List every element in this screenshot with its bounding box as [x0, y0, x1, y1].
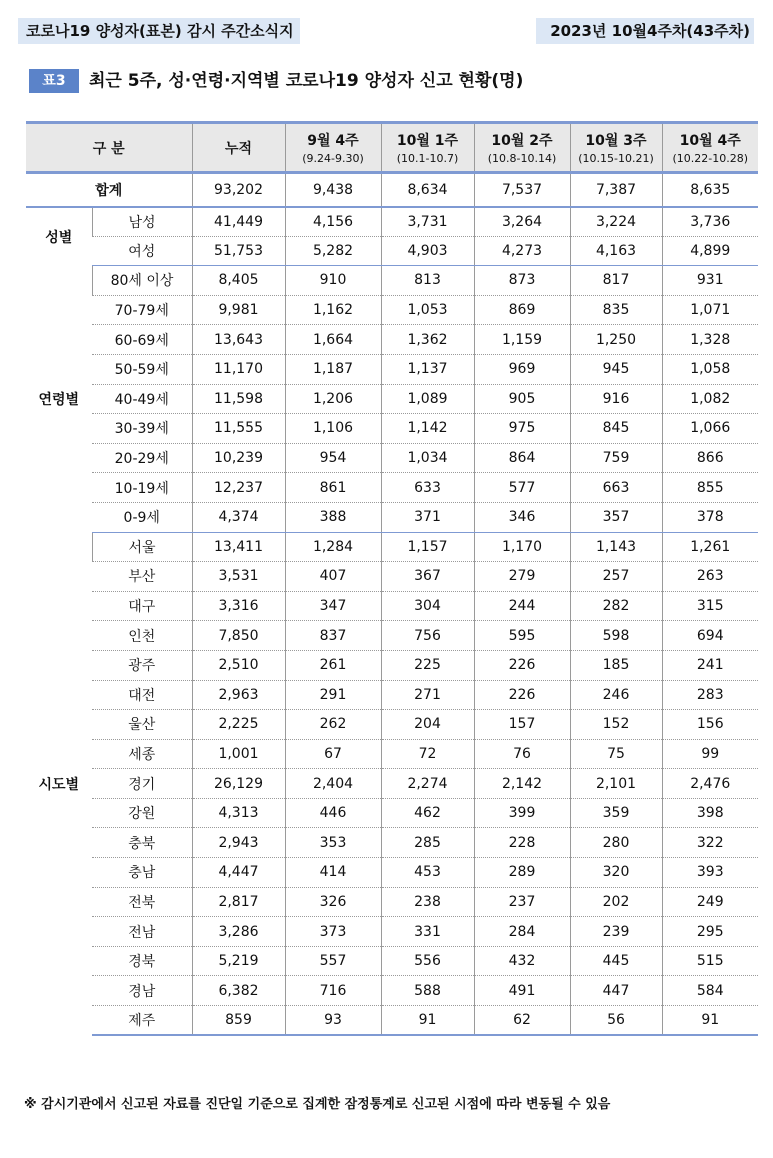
table-row: [26, 236, 758, 266]
week-header-range: (10.8-10.14): [487, 152, 557, 165]
table-row: [26, 295, 758, 325]
table-cell: 432: [474, 946, 570, 976]
table-cell: 11,555: [192, 414, 285, 444]
table-cell: 283: [662, 680, 758, 710]
table-cell: 13,411: [192, 532, 285, 562]
table-row: [26, 946, 758, 976]
table-cell: 813: [381, 266, 474, 296]
table-cell: 2,274: [381, 769, 474, 799]
table-cell: 969: [474, 354, 570, 384]
table-cell: 2,943: [192, 828, 285, 858]
table-cell: 241: [662, 650, 758, 680]
table-cell: 262: [285, 710, 381, 740]
total-value: 8,634: [381, 173, 474, 207]
table-cell: 1,143: [570, 532, 662, 562]
table-cell: 1,328: [662, 325, 758, 355]
table-cell: 56: [570, 1006, 662, 1036]
table-body: [26, 173, 758, 1036]
row-label: 70-79세: [92, 295, 192, 325]
row-label: 60-69세: [92, 325, 192, 355]
table-cell: 2,101: [570, 769, 662, 799]
table-row: [26, 621, 758, 651]
table-cell: 861: [285, 473, 381, 503]
table-cell: 271: [381, 680, 474, 710]
table-cell: 291: [285, 680, 381, 710]
total-value: 7,537: [474, 173, 570, 207]
table-cell: 1,034: [381, 443, 474, 473]
table-cell: 3,316: [192, 591, 285, 621]
table-cell: 837: [285, 621, 381, 651]
table-cell: 185: [570, 650, 662, 680]
table-row: [26, 384, 758, 414]
table-cell: 239: [570, 917, 662, 947]
row-label: 80세 이상: [92, 266, 192, 296]
table-cell: 4,313: [192, 798, 285, 828]
table-cell: 7,850: [192, 621, 285, 651]
table-cell: 51,753: [192, 236, 285, 266]
table-cell: 75: [570, 739, 662, 769]
table-cell: 1,261: [662, 532, 758, 562]
table-cell: 76: [474, 739, 570, 769]
group-label: 시도별: [38, 776, 80, 793]
table-cell: 2,404: [285, 769, 381, 799]
row-label: 경북: [92, 946, 192, 976]
table-cell: 945: [570, 354, 662, 384]
table-cell: 1,159: [474, 325, 570, 355]
table-cell: 835: [570, 295, 662, 325]
table-row: [26, 1006, 758, 1036]
table-cell: 261: [285, 650, 381, 680]
row-label: 강원: [92, 798, 192, 828]
table-row: [26, 798, 758, 828]
table-cell: 4,899: [662, 236, 758, 266]
table-cell: 663: [570, 473, 662, 503]
table-cell: 226: [474, 650, 570, 680]
table-cell: 359: [570, 798, 662, 828]
table-cell: 289: [474, 858, 570, 888]
table-cell: 1,157: [381, 532, 474, 562]
table-cell: 445: [570, 946, 662, 976]
table-cell: 954: [285, 443, 381, 473]
table-cell: 280: [570, 828, 662, 858]
table-row: [26, 917, 758, 947]
table-cell: 515: [662, 946, 758, 976]
table-cell: 2,963: [192, 680, 285, 710]
table-cell: 407: [285, 562, 381, 592]
table-cell: 1,142: [381, 414, 474, 444]
row-label: 울산: [92, 710, 192, 740]
row-label: 세종: [92, 739, 192, 769]
table-cell: 11,598: [192, 384, 285, 414]
week-header-label: 10월 4주: [679, 133, 741, 149]
table-cell: 4,156: [285, 207, 381, 237]
week-header: [474, 123, 570, 173]
total-value: 93,202: [192, 173, 285, 207]
group-label: 성별: [45, 229, 73, 246]
table-cell: 869: [474, 295, 570, 325]
table-cell: 226: [474, 680, 570, 710]
table-cell: 1,082: [662, 384, 758, 414]
table-cell: 462: [381, 798, 474, 828]
total-row: [26, 173, 758, 207]
table-cell: 11,170: [192, 354, 285, 384]
table-cell: 228: [474, 828, 570, 858]
table-cell: 577: [474, 473, 570, 503]
week-header: [662, 123, 758, 173]
table-row: [26, 443, 758, 473]
table-row: [26, 562, 758, 592]
table-cell: 1,058: [662, 354, 758, 384]
table-cell: 91: [381, 1006, 474, 1036]
row-label: 남성: [92, 207, 192, 237]
table-cell: 246: [570, 680, 662, 710]
positive-cases-table: [26, 121, 758, 1036]
table-cell: 873: [474, 266, 570, 296]
table-cell: 378: [662, 502, 758, 532]
table-cell: 9,981: [192, 295, 285, 325]
row-label: 대구: [92, 591, 192, 621]
table-cell: 257: [570, 562, 662, 592]
table-row: [26, 532, 758, 562]
table-row: [26, 976, 758, 1006]
table-cell: 5,282: [285, 236, 381, 266]
table-cell: 3,286: [192, 917, 285, 947]
category-header: 구 분: [26, 123, 192, 173]
table-cell: 347: [285, 591, 381, 621]
row-label: 부산: [92, 562, 192, 592]
table-cell: 3,264: [474, 207, 570, 237]
row-label: 인천: [92, 621, 192, 651]
table-cell: 4,903: [381, 236, 474, 266]
table-cell: 26,129: [192, 769, 285, 799]
table-cell: 13,643: [192, 325, 285, 355]
table-cell: 244: [474, 591, 570, 621]
row-label: 서울: [92, 532, 192, 562]
table-cell: 62: [474, 1006, 570, 1036]
table-cell: 1,066: [662, 414, 758, 444]
table-cell: 859: [192, 1006, 285, 1036]
table-cell: 557: [285, 946, 381, 976]
table-cell: 388: [285, 502, 381, 532]
table-cell: 157: [474, 710, 570, 740]
table-cell: 491: [474, 976, 570, 1006]
table-cell: 353: [285, 828, 381, 858]
table-cell: 756: [381, 621, 474, 651]
row-label: 대전: [92, 680, 192, 710]
table-row: [26, 680, 758, 710]
table-cell: 99: [662, 739, 758, 769]
table-cell: 905: [474, 384, 570, 414]
table-cell: 1,362: [381, 325, 474, 355]
total-label: 합계: [26, 173, 192, 207]
table-row: [26, 650, 758, 680]
table-row: [26, 414, 758, 444]
row-label: 충남: [92, 858, 192, 888]
table-cell: 3,736: [662, 207, 758, 237]
table-cell: 595: [474, 621, 570, 651]
table-cell: 716: [285, 976, 381, 1006]
table-cell: 1,170: [474, 532, 570, 562]
table-cell: 91: [662, 1006, 758, 1036]
table-row: [26, 828, 758, 858]
week-header: [285, 123, 381, 173]
week-header: [381, 123, 474, 173]
table-cell: 1,162: [285, 295, 381, 325]
table-row: [26, 473, 758, 503]
table-cell: 238: [381, 887, 474, 917]
table-cell: 2,510: [192, 650, 285, 680]
issue-week: 2023년 10월4주차(43주차): [536, 18, 754, 44]
table-cell: 282: [570, 591, 662, 621]
table-row: [26, 858, 758, 888]
table-cell: 1,206: [285, 384, 381, 414]
week-header: [570, 123, 662, 173]
table-cell: 93: [285, 1006, 381, 1036]
table-cell: 320: [570, 858, 662, 888]
table-cell: 1,250: [570, 325, 662, 355]
table-cell: 1,664: [285, 325, 381, 355]
table-cell: 322: [662, 828, 758, 858]
table-cell: 67: [285, 739, 381, 769]
week-header-label: 10월 3주: [585, 133, 647, 149]
table-cell: 633: [381, 473, 474, 503]
table-cell: 373: [285, 917, 381, 947]
table-cell: 12,237: [192, 473, 285, 503]
table-cell: 556: [381, 946, 474, 976]
table-row: [26, 266, 758, 296]
week-header-label: 10월 2주: [491, 133, 553, 149]
table-cell: 2,142: [474, 769, 570, 799]
row-label: 충북: [92, 828, 192, 858]
table-cell: 8,405: [192, 266, 285, 296]
table-cell: 975: [474, 414, 570, 444]
table-cell: 4,163: [570, 236, 662, 266]
newsletter-title: 코로나19 양성자(표본) 감시 주간소식지: [18, 18, 300, 44]
table-cell: 399: [474, 798, 570, 828]
table-cell: 326: [285, 887, 381, 917]
table-cell: 156: [662, 710, 758, 740]
row-label: 0-9세: [92, 502, 192, 532]
table-cell: 10,239: [192, 443, 285, 473]
row-label: 전남: [92, 917, 192, 947]
table-cell: 2,817: [192, 887, 285, 917]
table-cell: 249: [662, 887, 758, 917]
table-cell: 864: [474, 443, 570, 473]
table-cell: 304: [381, 591, 474, 621]
table-cell: 845: [570, 414, 662, 444]
table-cell: 694: [662, 621, 758, 651]
table-cell: 4,447: [192, 858, 285, 888]
table-cell: 1,284: [285, 532, 381, 562]
row-label: 경기: [92, 769, 192, 799]
table-cell: 1,001: [192, 739, 285, 769]
table-cell: 367: [381, 562, 474, 592]
table-cell: 588: [381, 976, 474, 1006]
week-header-range: (10.1-10.7): [396, 152, 459, 165]
table-cell: 1,137: [381, 354, 474, 384]
table-row: [26, 591, 758, 621]
table-number-badge: 표3: [29, 69, 79, 93]
week-header-range: (10.22-10.28): [672, 152, 749, 165]
week-header-label: 10월 1주: [396, 133, 459, 149]
table-cell: 584: [662, 976, 758, 1006]
table-cell: 279: [474, 562, 570, 592]
row-label: 여성: [92, 236, 192, 266]
row-label: 제주: [92, 1006, 192, 1036]
table-cell: 453: [381, 858, 474, 888]
table-cell: 331: [381, 917, 474, 947]
row-label: 20-29세: [92, 443, 192, 473]
row-label: 50-59세: [92, 354, 192, 384]
table-cell: 2,476: [662, 769, 758, 799]
table-cell: 598: [570, 621, 662, 651]
table-cell: 1,089: [381, 384, 474, 414]
table-cell: 4,374: [192, 502, 285, 532]
table-cell: 931: [662, 266, 758, 296]
table-cell: 295: [662, 917, 758, 947]
row-label: 경남: [92, 976, 192, 1006]
group-label: 연령별: [38, 391, 80, 408]
table-title: 최근 5주, 성·연령·지역별 코로나19 양성자 신고 현황(명): [89, 71, 524, 91]
table-cell: 4,273: [474, 236, 570, 266]
table-cell: 1,071: [662, 295, 758, 325]
table-cell: 3,531: [192, 562, 285, 592]
table-cell: 202: [570, 887, 662, 917]
table-cell: 371: [381, 502, 474, 532]
table-cell: 284: [474, 917, 570, 947]
table-cell: 6,382: [192, 976, 285, 1006]
table-cell: 910: [285, 266, 381, 296]
table-cell: 41,449: [192, 207, 285, 237]
table-cell: 263: [662, 562, 758, 592]
header-row: [26, 123, 758, 173]
table-row: [26, 769, 758, 799]
table-cell: 315: [662, 591, 758, 621]
table-cell: 5,219: [192, 946, 285, 976]
table-row: [26, 207, 758, 237]
footnote: ※ 감시기관에서 신고된 자료를 진단일 기준으로 집계한 잠정통계로 신고된 시점에 따라 변동될 수 있음: [24, 1097, 611, 1112]
table-cell: 285: [381, 828, 474, 858]
table-cell: 225: [381, 650, 474, 680]
cumulative-header: 누적: [192, 123, 285, 173]
table-cell: 1,053: [381, 295, 474, 325]
week-header-range: (10.15-10.21): [578, 152, 654, 165]
table-cell: 2,225: [192, 710, 285, 740]
table-cell: 866: [662, 443, 758, 473]
table-cell: 1,106: [285, 414, 381, 444]
table-cell: 346: [474, 502, 570, 532]
table-cell: 72: [381, 739, 474, 769]
row-label: 전북: [92, 887, 192, 917]
table-row: [26, 739, 758, 769]
table-cell: 916: [570, 384, 662, 414]
table-cell: 237: [474, 887, 570, 917]
table-cell: 3,731: [381, 207, 474, 237]
table-row: [26, 887, 758, 917]
table-cell: 446: [285, 798, 381, 828]
table-cell: 204: [381, 710, 474, 740]
table-cell: 447: [570, 976, 662, 1006]
table-row: [26, 710, 758, 740]
row-label: 30-39세: [92, 414, 192, 444]
row-label: 광주: [92, 650, 192, 680]
total-value: 7,387: [570, 173, 662, 207]
table-cell: 414: [285, 858, 381, 888]
table-cell: 398: [662, 798, 758, 828]
table-cell: 759: [570, 443, 662, 473]
table-cell: 817: [570, 266, 662, 296]
week-header-label: 9월 4주: [307, 133, 359, 149]
page-header: [18, 18, 754, 44]
table-cell: 357: [570, 502, 662, 532]
table-cell: 1,187: [285, 354, 381, 384]
row-label: 40-49세: [92, 384, 192, 414]
table-row: [26, 354, 758, 384]
table-row: [26, 325, 758, 355]
table-cell: 393: [662, 858, 758, 888]
table-row: [26, 502, 758, 532]
row-label: 10-19세: [92, 473, 192, 503]
table-cell: 855: [662, 473, 758, 503]
table-cell: 152: [570, 710, 662, 740]
total-value: 9,438: [285, 173, 381, 207]
table-cell: 3,224: [570, 207, 662, 237]
total-value: 8,635: [662, 173, 758, 207]
week-header-range: (9.24-9.30): [302, 152, 364, 165]
